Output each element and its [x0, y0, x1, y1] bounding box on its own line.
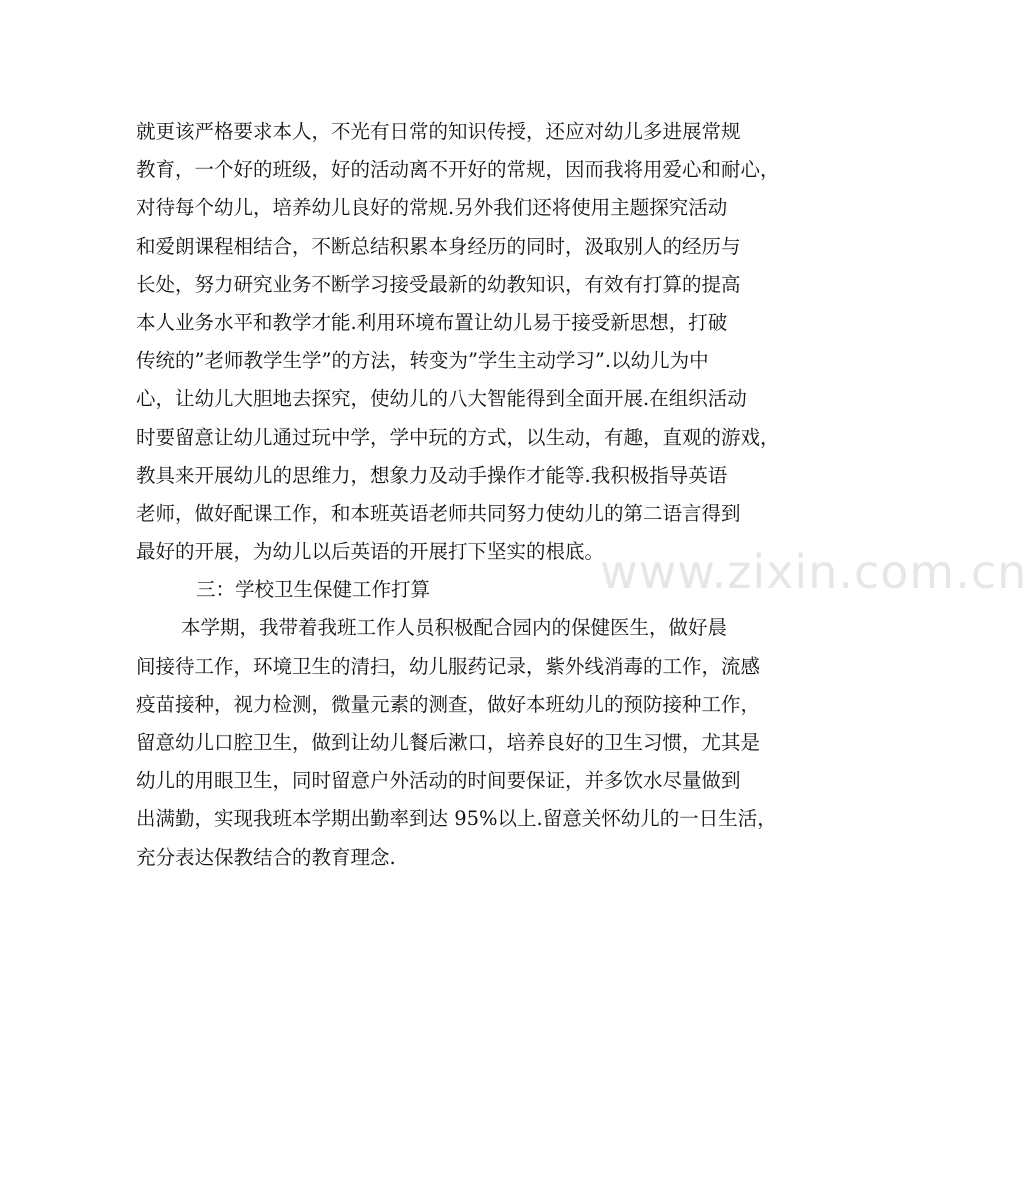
paragraph-1-line: 本人业务水平和教学才能.利用环境布置让幼儿易于接受新思想，打破 — [136, 310, 728, 334]
paragraph-2-line: 疫苗接种，视力检测，微量元素的测查，做好本班幼儿的预防接种工作， — [136, 692, 761, 716]
paragraph-2-line: 充分表达保教结合的教育理念. — [136, 845, 396, 869]
paragraph-2-line: 间接待工作，环境卫生的清扫，幼儿服药记录，紫外线消毒的工作，流感 — [136, 654, 761, 678]
paragraph-1-line: 时要留意让幼儿通过玩中学，学中玩的方式，以生动，有趣，直观的游戏， — [136, 425, 780, 449]
paragraph-2-line: 本学期，我带着我班工作人员积极配合园内的保健医生，做好晨 — [181, 616, 728, 640]
paragraph-2-line: 留意幼儿口腔卫生，做到让幼儿餐后漱口，培养良好的卫生习惯，尤其是 — [136, 731, 761, 754]
paragraph-1-line: 教具来开展幼儿的思维力，想象力及动手操作才能等.我积极指导英语 — [136, 463, 728, 487]
paragraph-1-line: 心，让幼儿大胆地去探究，使幼儿的八大智能得到全面开展.在组织活动 — [136, 387, 747, 411]
paragraph-1-line: 老师，做好配课工作，和本班英语老师共同努力使幼儿的第二语言得到 — [136, 501, 741, 525]
paragraph-1-line: 长处，努力研究业务不断学习接受最新的幼教知识，有效有打算的提高 — [136, 272, 741, 296]
paragraph-1-line: 和爱朗课程相结合，不断总结积累本身经历的同时，汲取别人的经历与 — [136, 234, 741, 258]
section-heading: 三：学校卫生保健工作打算 — [196, 578, 431, 602]
paragraph-2-line: 幼儿的用眼卫生，同时留意户外活动的时间要保证，并多饮水尽量做到 — [136, 769, 741, 793]
paragraph-1-line: 传统的”老师教学生学”的方法，转变为”学生主动学习”.以幼儿为中 — [136, 349, 709, 373]
document-body — [136, 113, 796, 877]
paragraph-2-line: 出满勤，实现我班本学期出勤率到达 95%以上.留意关怀幼儿的一日生活， — [136, 807, 777, 831]
paragraph-1-line: 最好的开展，为幼儿以后英语的开展打下坚实的根底。 — [136, 540, 605, 564]
paragraph-1-line: 教育，一个好的班级，好的活动离不开好的常规，因而我将用爱心和耐心， — [136, 158, 780, 182]
watermark-text: www.zixin.com.cn — [600, 545, 1027, 599]
paragraph-1-line: 对待每个幼儿，培养幼儿良好的常规.另外我们还将使用主题探究活动 — [136, 196, 728, 220]
paragraph-1-line: 就更该严格要求本人，不光有日常的知识传授，还应对幼儿多进展常规 — [136, 120, 741, 143]
